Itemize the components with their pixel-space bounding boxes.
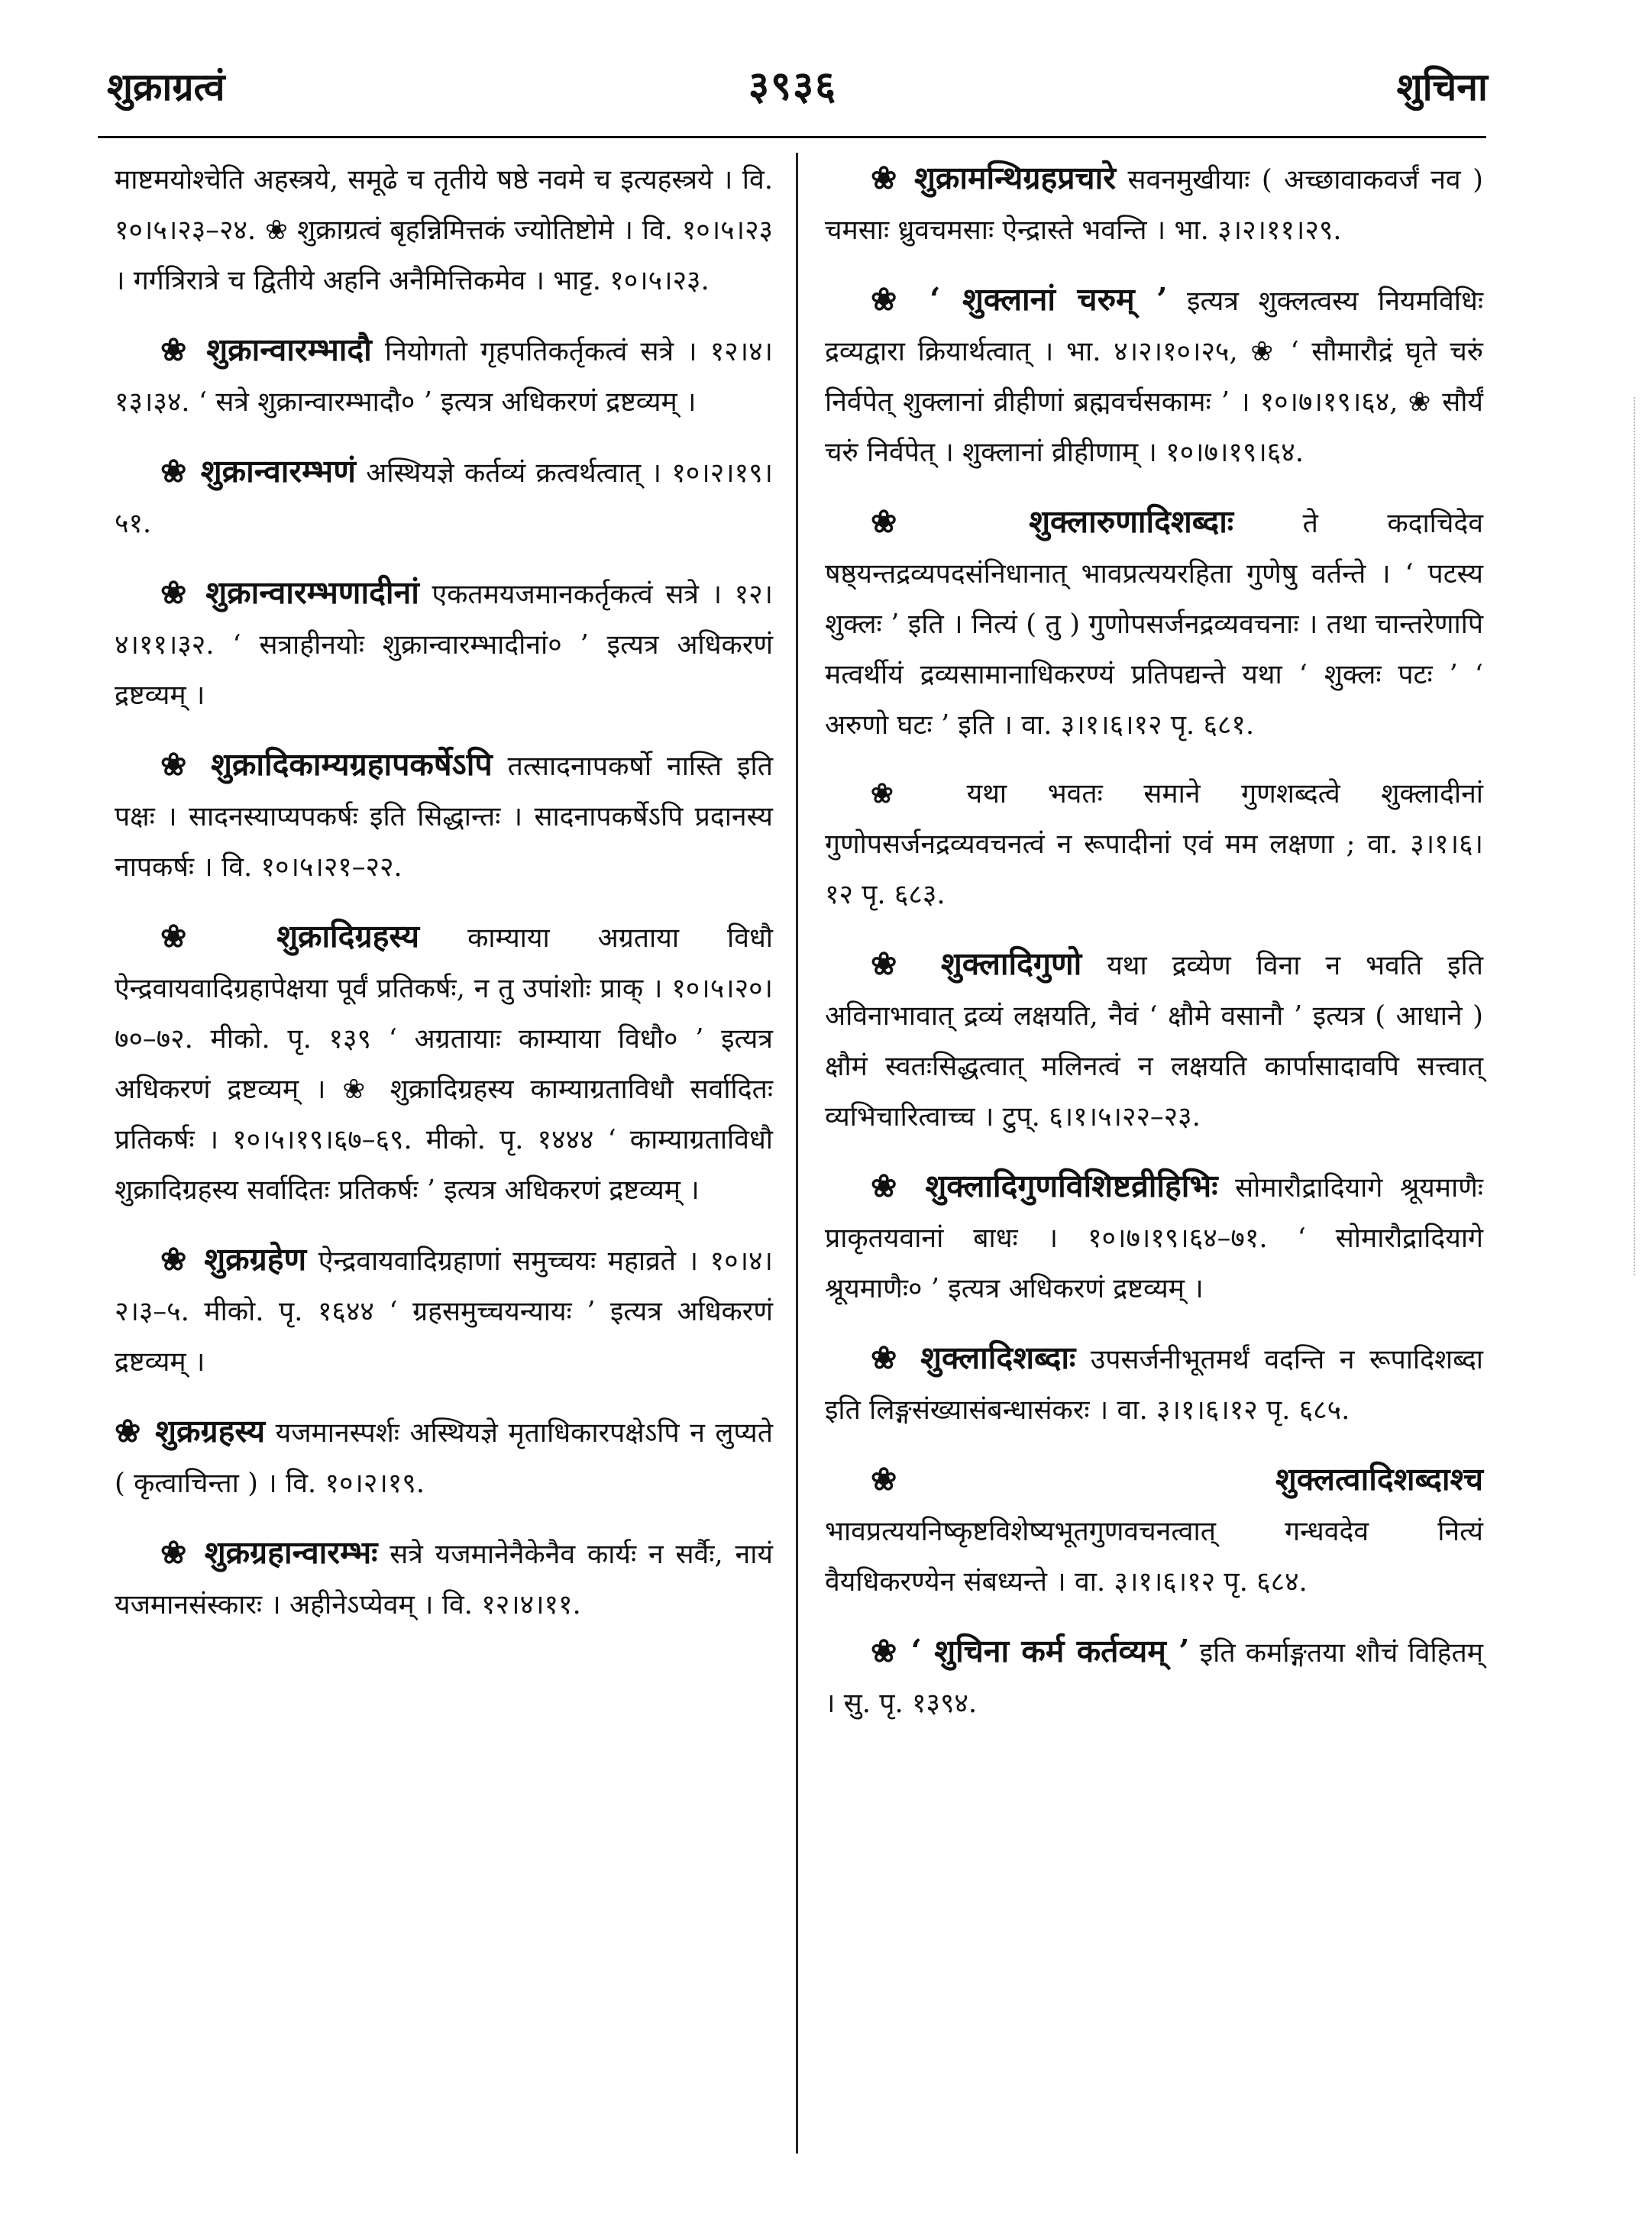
dictionary-entry — [115, 1527, 773, 1630]
dictionary-entry — [115, 325, 773, 428]
entry-text: माष्टमयोश्चेति अहस्त्रये, समूढे च तृतीये षष्ठे नवमे च इत्यहस्त्रये । वि. १०।५।२३–२४. ❀ शुक्राग्रत्वं बृहन्निमित्तकं ज्योतिष्टोमे । वि. १०।५।२३ । गर्गत्रिरात्रे च द्वितीये अहनि अनैमित्तिकमेव । भाट्ट. १०।५।२३. — [115, 164, 773, 296]
entry-text: इति कर्माङ्गतया शौचं विहितम् । सु. पृ. १३९४. — [825, 1637, 1483, 1719]
entry-text: एकतमयजमानकर्तृकत्वं सत्रे । १२।४।११।३२. ‘ सत्राहीनयोः शुक्रान्वारम्भादीनां० ’ इत्यत्र अधिकरणं द्रष्टव्यम् । — [115, 579, 773, 711]
dictionary-entry — [825, 1333, 1483, 1436]
dictionary-entry — [825, 769, 1483, 920]
entry-asterisk-icon: ❀ — [871, 778, 926, 809]
entry-text: उपसर्जनीभूतमर्थं वदन्ति न रूपादिशब्दा इति लिङ्गसंख्यासंबन्धासंकरः । वा. ३।१।६।१२ पृ. ६८५. — [825, 1344, 1483, 1426]
entry-text: यजमानस्पर्शः अस्थियज्ञे मृताधिकारपक्षेऽपि न लुप्यते ( कृत्वाचिन्ता ) । वि. १०।२।१९. — [115, 1417, 773, 1499]
entry-headword: ❀ शुक्रान्वारम्भणं — [160, 453, 356, 490]
dictionary-entry — [825, 1454, 1483, 1607]
entry-text: तत्सादनापकर्षो नास्ति इति पक्षः । सादनस्याप्यपकर्षः इति सिद्धान्तः । सादनापकर्षेऽपि प्रदानस्य नापकर्षः । वि. १०।५।२१–२२. — [115, 751, 773, 883]
entry-headword: ❀ शुक्रादिग्रहस्य — [160, 918, 420, 955]
entry-text: यथा द्रव्येण विना न भवति इति अविनाभावात् द्रव्यं लक्षयति, नैवं ‘ क्षौमे वसानौ ’ इत्यत्र ( आधाने ) क्षौमं स्वतःसिद्धत्वात् मलिनत्वं न लक्षयति कार्पासादावपि सत्त्वात् व्यभिचारित्वाच्च । टुप्. ६।१।५।२२–२३. — [825, 950, 1483, 1133]
column-divider — [796, 153, 798, 2154]
dictionary-entry — [115, 446, 773, 549]
dictionary-entry — [115, 567, 773, 721]
entry-headword: ❀ शुक्रान्वारम्भादौ — [160, 331, 372, 368]
dictionary-entry — [825, 153, 1483, 256]
dictionary-entry — [825, 1626, 1483, 1729]
page-header — [0, 0, 1652, 134]
entry-headword: ❀ ‘ शुक्लानां चरुम् ’ — [871, 281, 1168, 318]
right-running-headword: शुचिना — [1396, 64, 1488, 109]
entry-headword: ❀ शुक्लादिगुणो — [871, 945, 1082, 982]
left-running-headword: शुक्राग्रत्वं — [107, 64, 225, 109]
entry-text: सोमारौद्रादियागे श्रूयमाणैः प्राकृतयवानां बाधः । १०।७।१९।६४–७१. ‘ सोमारौद्रादियागे श्रूयमाणैः० ’ इत्यत्र अधिकरणं द्रष्टव्यम् । — [825, 1172, 1483, 1304]
entry-headword: ❀ शुक्लादिगुणविशिष्टव्रीहिभिः — [871, 1168, 1218, 1204]
right-column — [825, 153, 1483, 1747]
entry-headword: ❀ ‘ शुचिना कर्म कर्तव्यम् ’ — [871, 1633, 1190, 1669]
entry-headword: ❀ शुक्रग्रहस्य — [115, 1413, 266, 1449]
entry-text: इत्यत्र शुक्लत्वस्य नियमविधिः द्रव्यद्वारा क्रियार्थत्वात् । भा. ४।२।१०।२५, ❀ ‘ सौमारौद्रं घृते चरुं निर्वपेत् शुक्लानां व्रीहीणां ब्रह्मवर्चसकामः ’ । १०।७।१९।६४, ❀ सौर्यं चरुं निर्वपेत् । शुक्लानां व्रीहीणाम् । १०।७।१९।६४. — [825, 286, 1483, 468]
scan-edge-specks — [1621, 397, 1635, 1275]
entry-text: यथा भवतः समाने गुणशब्दत्वे शुक्लादीनां गुणोपसर्जनद्रव्यवचनत्वं न रूपादीनां एवं मम लक्षणा ; वा. ३।१।६।१२ पृ. ६८३. — [825, 778, 1483, 910]
page-number: ३९३६ — [748, 63, 838, 109]
entry-headword: ❀ शुक्रान्वारम्भणादीनां — [160, 574, 419, 611]
left-column — [115, 153, 773, 1649]
header-rule — [98, 136, 1486, 138]
dictionary-entry — [825, 1161, 1483, 1314]
dictionary-entry — [115, 911, 773, 1216]
entry-headword: ❀ शुक्रामन्थिग्रहप्रचारे — [871, 160, 1116, 196]
entry-text: सवनमुखीयाः ( अच्छावाकवर्जं नव ) चमसाः ध्रुवचमसाः ऐन्द्रास्ते भवन्ति । भा. ३।२।११।२९. — [825, 164, 1483, 246]
entry-text: ते कदाचिदेव षष्ठ्यन्तद्रव्यपदसंनिधानात् भावप्रत्ययरहिता गुणेषु वर्तन्ते । ‘ पटस्य शुक्लः ’ इति । नित्यं ( तु ) गुणोपसर्जनद्रव्यवचनाः । तथा चान्तरेणापि मत्वर्थीयं द्रव्यसामानाधिकरण्यं प्रतिपद्यन्ते यथा ‘ शुक्लः पटः ’ ‘ अरुणो घटः ’ इति । वा. ३।१।६।१२ पृ. ६८१. — [825, 508, 1483, 741]
dictionary-entry — [115, 1234, 773, 1388]
entry-text: सत्रे यजमानेनैकेनैव कार्यः न सर्वैः, नायं यजमानसंस्कारः । अहीनेऽप्येवम् । वि. १२।४।११. — [115, 1539, 773, 1620]
entry-headword: ❀ शुक्लत्वादिशब्दाश्च — [871, 1461, 1483, 1498]
entry-headword: ❀ शुक्लारुणादिशब्दाः — [871, 503, 1234, 540]
dictionary-entry — [115, 153, 773, 306]
entry-text: काम्याया अग्रताया विधौ ऐन्द्रवायवादिग्रहापेक्षया पूर्वं प्रतिकर्षः, न तु उपांशोः प्राक् । १०।५।२०।७०–७२. मीको. पृ. १३९ ‘ अग्रतायाः काम्याया विधौ० ’ इत्यत्र अधिकरणं द्रष्टव्यम् । ❀ शुक्रादिग्रहस्य काम्याग्रताविधौ सर्वादितः प्रतिकर्षः । १०।५।१९।६७–६९. मीको. पृ. १४४४ ‘ काम्याग्रताविधौ शुक्रादिग्रहस्य सर्वादितः प्रतिकर्षः ’ इत्यत्र अधिकरणं द्रष्टव्यम् । — [115, 922, 773, 1206]
entry-headword: ❀ शुक्रग्रहान्वारम्भः — [160, 1534, 378, 1571]
entry-text: भावप्रत्ययनिष्कृष्टविशेष्यभूतगुणवचनत्वात् गन्धवदेव नित्यं वैयधिकरण्येन संबध्यन्ते । वा. ३।१।६।१२ पृ. ६८४. — [825, 1516, 1483, 1598]
entry-headword: ❀ शुक्रादिकाम्यग्रहापकर्षेऽपि — [160, 746, 493, 783]
entry-text: नियोगतो गृहपतिकर्तृकत्वं सत्रे । १२।४।१३।३४. ‘ सत्रे शुक्रान्वारम्भादौ० ’ इत्यत्र अधिकरणं द्रष्टव्यम् । — [115, 336, 773, 418]
entry-headword: ❀ शुक्लादिशब्दाः — [871, 1339, 1076, 1376]
entry-headword: ❀ शुक्रग्रहेण — [160, 1241, 307, 1278]
entry-text: अस्थियज्ञे कर्तव्यं क्रत्वर्थत्वात् । १०।२।१९।५१. — [115, 457, 773, 539]
entry-text: ऐन्द्रवायवादिग्रहाणां समुच्चयः महाव्रते । १०।४।२।३–५. मीको. पृ. १६४४ ‘ ग्रहसमुच्चयन्यायः ’ इत्यत्र अधिकरणं द्रष्टव्यम् । — [115, 1246, 773, 1378]
dictionary-entry — [115, 1406, 773, 1509]
dictionary-entry — [825, 274, 1483, 478]
dictionary-entry — [825, 496, 1483, 751]
dictionary-entry — [115, 739, 773, 893]
dictionary-entry — [825, 939, 1483, 1142]
